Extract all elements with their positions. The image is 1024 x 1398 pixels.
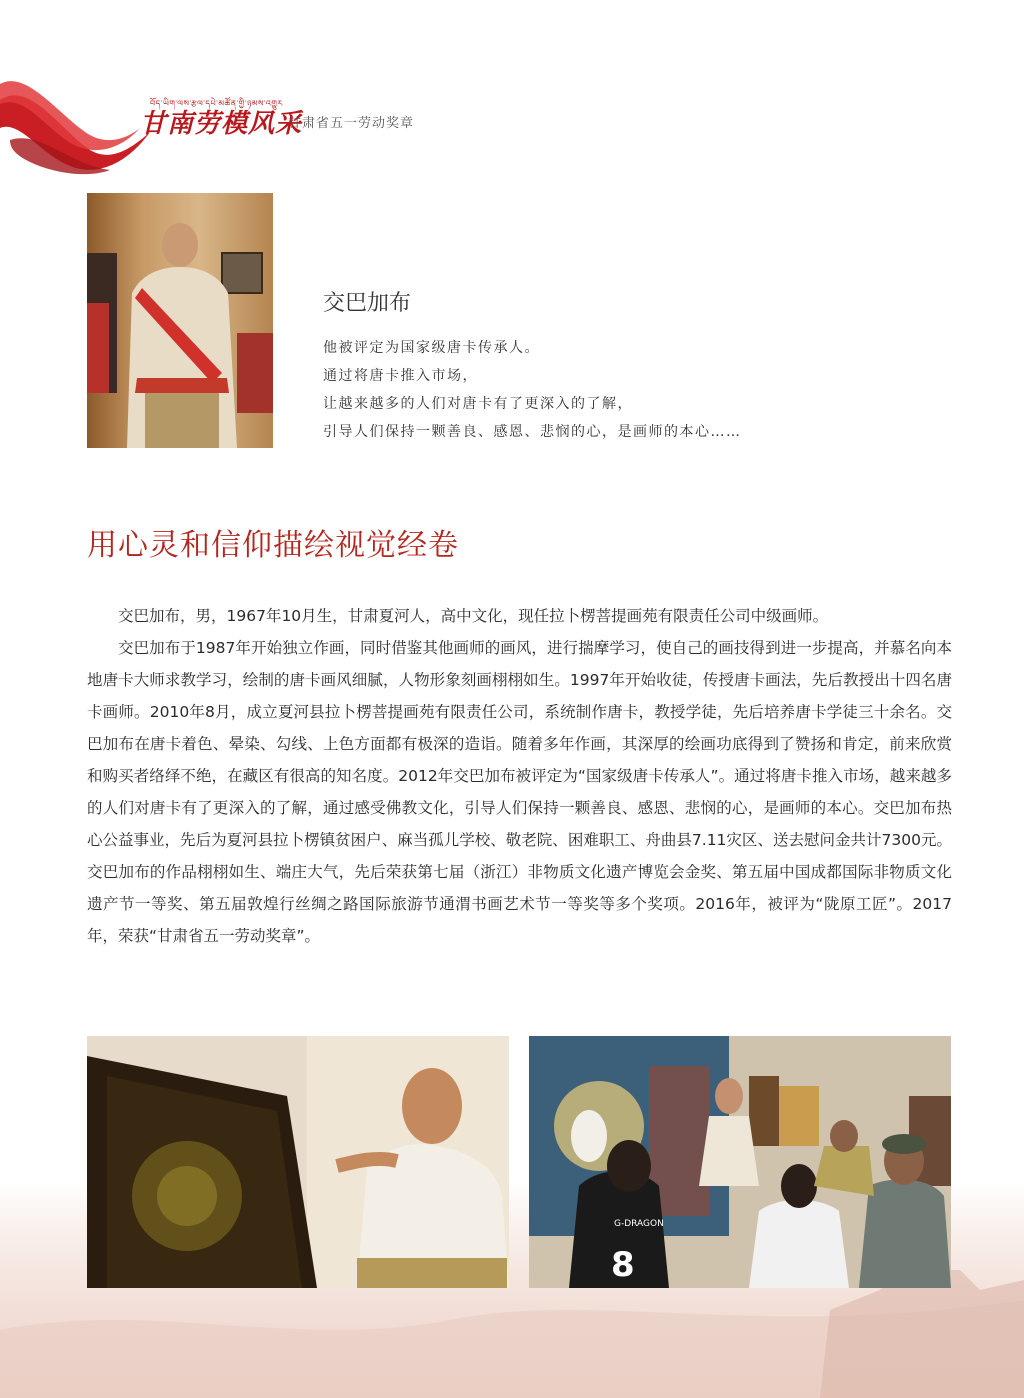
intro-line: 引导人们保持一颗善良、感恩、悲悯的心，是画师的本心……: [323, 424, 742, 440]
person-name: 交巴加布: [323, 291, 412, 316]
tibetan-script-line: བོད་ཡིག་ལས་རྩལ་དཔེ་མཚོན་གྱི་ཉམས་འགྱུར: [150, 99, 283, 108]
portrait-photo: [87, 193, 273, 448]
shirt-text: G-DRAGON: [614, 1219, 664, 1229]
brand-subtitle: 甘肃省五一劳动奖章: [288, 116, 415, 131]
article-paragraph: 交巴加布于1987年开始独立作画，同时借鉴其他画师的画风，进行揣摩学习，使自己的画技得到进一步提高，并慕名向本地唐卡大师求教学习，绘制的唐卡画风细腻，人物形象刻画栩栩如生。1997年开始收徒，传授唐卡画法，先后教授出十四名唐卡画师。2010年8月，成立夏河县拉卜楞菩提画苑有限责任公司，系统制作唐卡，教授学徒，先后培养唐卡学徒三十余名。交巴加布在唐卡着色、晕染、勾线、上色方面都有极深的造诣。随着多年作画，其深厚的绘画功底得到了赞扬和肯定，前来欣赏和购买者络绎不绝，在藏区有很高的知名度。2012年交巴加布被评定为“国家级唐卡传承人”。通过将唐卡推入市场，越来越多的人们对唐卡有了更深入的了解，通过感受佛教文化，引导人们保持一颗善良、感恩、悲悯的心，是画师的本心。交巴加布热心公益事业，先后为夏河县拉卜楞镇贫困户、麻当孤儿学校、敬老院、困难职工、舟曲县7.11灾区、送去慰问金共计7300元。交巴加布的作品栩栩如生、端庄大气，先后荣获第七届（浙江）非物质文化遗产博览会金奖、第五届中国成都国际非物质文化遗产节一等奖、第五届敦煌行丝绸之路国际旅游节通渭书画艺术节一等奖等多个奖项。2016年，被评为“陇原工匠”。2017年，荣获“甘肃省五一劳动奖章”。: [87, 639, 952, 945]
article-body: [87, 600, 952, 952]
intro-line: 他被评定为国家级唐卡传承人。: [323, 340, 540, 356]
article-title: 用心灵和信仰描绘视觉经卷: [87, 528, 459, 563]
teaching-photo-right: [529, 1036, 951, 1288]
shirt-number: 8: [611, 1245, 635, 1285]
painting-photo-left: [87, 1036, 509, 1288]
intro-line: 通过将唐卡推入市场，: [323, 368, 478, 384]
intro-line: 让越来越多的人们对唐卡有了更深入的了解，: [323, 396, 633, 412]
intro-quote: [323, 334, 742, 446]
page-header: [0, 70, 600, 180]
brand-title: 甘南劳模风采: [140, 109, 303, 139]
article-paragraph: 交巴加布，男，1967年10月生，甘肃夏河人，高中文化，现任拉卜楞菩提画苑有限责任公司中级画师。: [118, 607, 829, 625]
